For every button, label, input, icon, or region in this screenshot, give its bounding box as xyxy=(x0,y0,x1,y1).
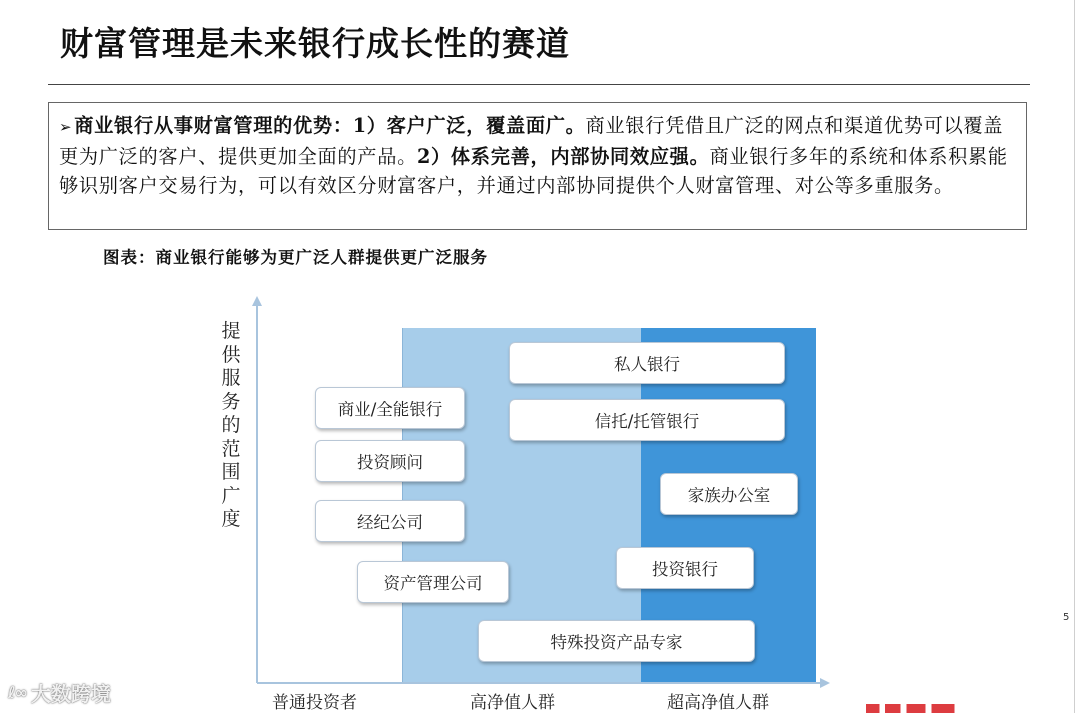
box-trust-bank: 信托/托管银行 xyxy=(509,399,785,441)
x-label-ultra-high-net-worth: 超高净值人群 xyxy=(667,693,769,713)
y-axis-arrow-icon xyxy=(252,296,262,306)
page-edge xyxy=(1074,0,1075,713)
box-private-bank: 私人银行 xyxy=(509,342,785,384)
x-axis-arrow-icon xyxy=(820,678,830,688)
box-investment-bank: 投资银行 xyxy=(616,547,754,589)
y-axis-label: 提供服务的范围广度 xyxy=(221,320,241,530)
box-asset-management: 资产管理公司 xyxy=(357,561,509,603)
bullet-arrow-icon: ➢ xyxy=(59,118,73,136)
page-number: 5 xyxy=(1063,612,1070,623)
summary-lead: 商业银行从事财富管理的优势：1）客户广泛，覆盖面广。 xyxy=(74,114,586,137)
x-label-high-net-worth: 高净值人群 xyxy=(470,693,555,713)
watermark-text: 大数跨境 xyxy=(30,681,111,706)
cropped-source-text xyxy=(866,704,962,713)
box-investment-advisor: 投资顾问 xyxy=(315,440,465,482)
summary-text-1: 商业银行凭借且广泛的网点和渠道优势可以覆盖更为广泛的客户、提供更加全面的产品。 xyxy=(59,114,1004,168)
box-family-office: 家族办公室 xyxy=(660,473,798,515)
box-special-products: 特殊投资产品专家 xyxy=(478,620,755,662)
slide-title: 财富管理是未来银行成长性的赛道 xyxy=(60,24,570,63)
watermark-logo-icon: ℓ∞ xyxy=(8,682,27,702)
summary-point-2: 2）体系完善，内部协同效应强。 xyxy=(416,145,710,168)
box-commercial-bank: 商业/全能银行 xyxy=(315,387,465,429)
watermark xyxy=(8,676,111,708)
summary-text-2: 商业银行多年的系统和体系积累能够识别客户交易行为，可以有效区分财富客户，并通过内部协同提供个人财富管理、对公等多重服务。 xyxy=(59,145,1008,197)
figure-caption: 图表：商业银行能够为更广泛人群提供更广泛服务 xyxy=(103,248,488,267)
x-label-ordinary-investors: 普通投资者 xyxy=(272,693,357,713)
box-brokerage: 经纪公司 xyxy=(315,500,465,542)
